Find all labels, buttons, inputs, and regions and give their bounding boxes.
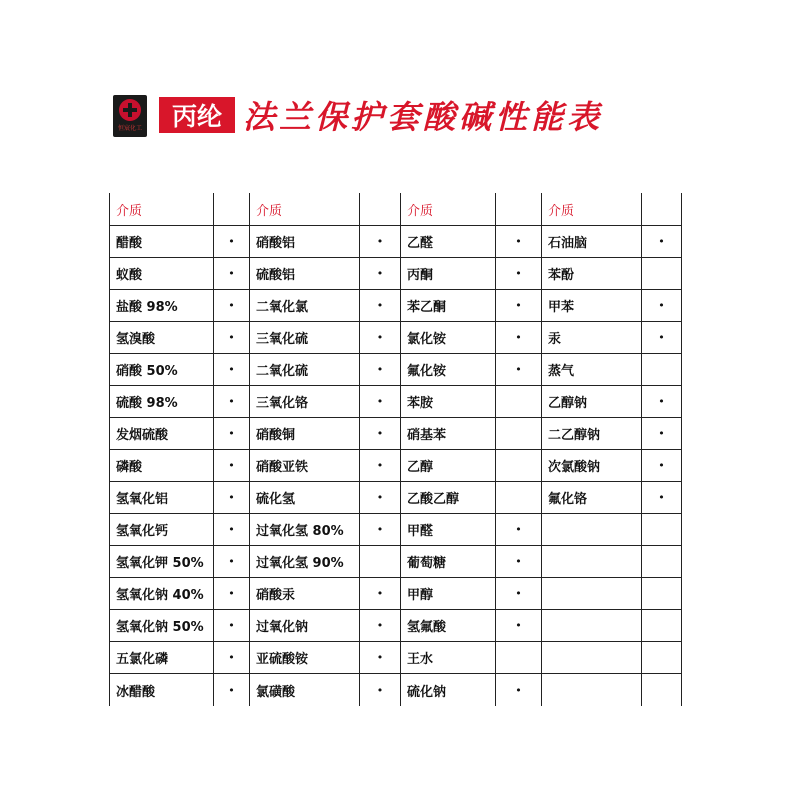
resistance-mark-cell: •	[214, 514, 250, 546]
resistance-mark-cell	[642, 354, 682, 386]
medium-name-cell: 蚁酸	[110, 258, 214, 290]
table-row	[110, 610, 682, 642]
resistance-mark-cell: •	[214, 226, 250, 258]
resistance-mark-cell: •	[496, 610, 542, 642]
resistance-mark-cell	[642, 578, 682, 610]
resistance-mark-cell: •	[214, 674, 250, 707]
medium-name-cell: 氢氧化钾 50%	[110, 546, 214, 578]
column-header-medium: 介质	[542, 193, 642, 226]
brand-label: 丙纶	[159, 97, 235, 133]
resistance-mark-cell: •	[496, 546, 542, 578]
table-row	[110, 258, 682, 290]
resistance-mark-cell: •	[360, 322, 401, 354]
resistance-mark-cell: •	[214, 418, 250, 450]
resistance-mark-cell	[496, 482, 542, 514]
medium-name-cell	[542, 578, 642, 610]
medium-name-cell: 乙酸乙醇	[401, 482, 496, 514]
resistance-mark-cell	[496, 418, 542, 450]
resistance-mark-cell	[642, 546, 682, 578]
resistance-mark-cell: •	[642, 386, 682, 418]
medium-name-cell: 磷酸	[110, 450, 214, 482]
medium-name-cell: 乙醇	[401, 450, 496, 482]
medium-name-cell: 硝酸铝	[250, 226, 360, 258]
resistance-mark-cell: •	[214, 290, 250, 322]
resistance-mark-cell: •	[360, 642, 401, 674]
medium-name-cell: 过氧化氢 90%	[250, 546, 360, 578]
medium-name-cell: 亚硫酸铵	[250, 642, 360, 674]
medium-name-cell: 次氯酸钠	[542, 450, 642, 482]
resistance-mark-cell: •	[496, 258, 542, 290]
medium-name-cell: 苯胺	[401, 386, 496, 418]
resistance-mark-cell: •	[360, 290, 401, 322]
medium-name-cell: 冰醋酸	[110, 674, 214, 707]
medium-name-cell: 氢氧化铝	[110, 482, 214, 514]
resistance-mark-cell: •	[214, 546, 250, 578]
medium-name-cell: 硫酸铝	[250, 258, 360, 290]
table-row	[110, 322, 682, 354]
medium-name-cell: 氯磺酸	[250, 674, 360, 707]
page-title: 法兰保护套酸碱性能表	[243, 98, 604, 136]
resistance-mark-cell: •	[214, 642, 250, 674]
medium-name-cell: 石油脑	[542, 226, 642, 258]
resistance-mark-cell: •	[496, 578, 542, 610]
medium-name-cell: 乙醇钠	[542, 386, 642, 418]
medium-name-cell: 汞	[542, 322, 642, 354]
medium-name-cell: 苯乙酮	[401, 290, 496, 322]
resistance-mark-cell: •	[642, 450, 682, 482]
column-header-resistance	[642, 193, 682, 226]
column-header-resistance	[496, 193, 542, 226]
medium-name-cell: 硝酸亚铁	[250, 450, 360, 482]
table-row	[110, 418, 682, 450]
column-header-resistance	[360, 193, 401, 226]
resistance-mark-cell	[496, 450, 542, 482]
resistance-mark-cell: •	[214, 386, 250, 418]
medium-name-cell	[542, 514, 642, 546]
resistance-mark-cell: •	[214, 610, 250, 642]
resistance-mark-cell: •	[360, 578, 401, 610]
table-row	[110, 386, 682, 418]
medium-name-cell: 氢氧化钠 40%	[110, 578, 214, 610]
medium-name-cell: 三氧化铬	[250, 386, 360, 418]
medium-name-cell	[542, 642, 642, 674]
resistance-mark-cell: •	[496, 674, 542, 707]
medium-name-cell: 蒸气	[542, 354, 642, 386]
resistance-mark-cell	[642, 674, 682, 707]
medium-name-cell: 硝酸 50%	[110, 354, 214, 386]
medium-name-cell: 甲醛	[401, 514, 496, 546]
medium-name-cell: 硫化氢	[250, 482, 360, 514]
medium-name-cell: 氟化铬	[542, 482, 642, 514]
medium-name-cell: 醋酸	[110, 226, 214, 258]
resistance-mark-cell: •	[360, 386, 401, 418]
table-row	[110, 642, 682, 674]
medium-name-cell: 发烟硫酸	[110, 418, 214, 450]
medium-name-cell: 氢溴酸	[110, 322, 214, 354]
resistance-mark-cell: •	[360, 258, 401, 290]
resistance-mark-cell: •	[360, 514, 401, 546]
medium-name-cell	[542, 546, 642, 578]
table-row	[110, 354, 682, 386]
table-row	[110, 546, 682, 578]
resistance-mark-cell: •	[642, 418, 682, 450]
table-row	[110, 450, 682, 482]
resistance-mark-cell: •	[360, 482, 401, 514]
table-row	[110, 514, 682, 546]
resistance-mark-cell: •	[642, 322, 682, 354]
company-logo	[113, 95, 147, 137]
table-row	[110, 290, 682, 322]
resistance-mark-cell: •	[360, 418, 401, 450]
medium-name-cell: 五氯化磷	[110, 642, 214, 674]
medium-name-cell: 盐酸 98%	[110, 290, 214, 322]
table-row	[110, 674, 682, 707]
medium-name-cell: 苯酚	[542, 258, 642, 290]
resistance-mark-cell	[642, 258, 682, 290]
resistance-mark-cell: •	[496, 226, 542, 258]
resistance-mark-cell: •	[496, 290, 542, 322]
column-header-medium: 介质	[401, 193, 496, 226]
resistance-mark-cell: •	[360, 354, 401, 386]
medium-name-cell: 氢氧化钠 50%	[110, 610, 214, 642]
resistance-mark-cell: •	[214, 354, 250, 386]
medium-name-cell: 王水	[401, 642, 496, 674]
medium-name-cell	[542, 610, 642, 642]
medium-name-cell: 硫酸 98%	[110, 386, 214, 418]
resistance-mark-cell: •	[214, 258, 250, 290]
resistance-mark-cell	[496, 386, 542, 418]
medium-name-cell: 甲苯	[542, 290, 642, 322]
resistance-mark-cell	[360, 546, 401, 578]
resistance-mark-cell	[642, 642, 682, 674]
table-row	[110, 482, 682, 514]
resistance-mark-cell	[642, 610, 682, 642]
medium-name-cell: 乙醛	[401, 226, 496, 258]
table-row	[110, 578, 682, 610]
medium-name-cell: 二氧化氯	[250, 290, 360, 322]
medium-name-cell: 氢氟酸	[401, 610, 496, 642]
chemical-resistance-table	[109, 193, 682, 706]
medium-name-cell: 氯化铵	[401, 322, 496, 354]
resistance-mark-cell: •	[360, 450, 401, 482]
medium-name-cell: 硝基苯	[401, 418, 496, 450]
resistance-mark-cell: •	[496, 514, 542, 546]
resistance-mark-cell: •	[642, 226, 682, 258]
medium-name-cell: 硝酸汞	[250, 578, 360, 610]
column-header-resistance	[214, 193, 250, 226]
table-header-row	[110, 193, 682, 226]
medium-name-cell: 过氧化氢 80%	[250, 514, 360, 546]
resistance-mark-cell: •	[496, 354, 542, 386]
medium-name-cell: 过氧化钠	[250, 610, 360, 642]
medium-name-cell: 三氧化硫	[250, 322, 360, 354]
resistance-mark-cell: •	[214, 450, 250, 482]
resistance-mark-cell: •	[360, 674, 401, 707]
medium-name-cell	[542, 674, 642, 707]
logo-emblem-icon	[119, 99, 141, 121]
resistance-mark-cell: •	[642, 290, 682, 322]
medium-name-cell: 氢氧化钙	[110, 514, 214, 546]
column-header-medium: 介质	[110, 193, 214, 226]
medium-name-cell: 氟化铵	[401, 354, 496, 386]
column-header-medium: 介质	[250, 193, 360, 226]
resistance-mark-cell: •	[360, 226, 401, 258]
medium-name-cell: 硝酸铜	[250, 418, 360, 450]
resistance-mark-cell: •	[214, 322, 250, 354]
resistance-mark-cell: •	[496, 322, 542, 354]
resistance-mark-cell: •	[214, 482, 250, 514]
medium-name-cell: 二乙醇钠	[542, 418, 642, 450]
resistance-mark-cell	[642, 514, 682, 546]
resistance-mark-cell: •	[214, 578, 250, 610]
medium-name-cell: 甲醇	[401, 578, 496, 610]
resistance-mark-cell: •	[642, 482, 682, 514]
resistance-mark-cell	[496, 642, 542, 674]
medium-name-cell: 二氧化硫	[250, 354, 360, 386]
logo-text: 恒宸化工	[117, 125, 142, 132]
table-row	[110, 226, 682, 258]
medium-name-cell: 丙酮	[401, 258, 496, 290]
resistance-mark-cell: •	[360, 610, 401, 642]
medium-name-cell: 葡萄糖	[401, 546, 496, 578]
medium-name-cell: 硫化钠	[401, 674, 496, 707]
